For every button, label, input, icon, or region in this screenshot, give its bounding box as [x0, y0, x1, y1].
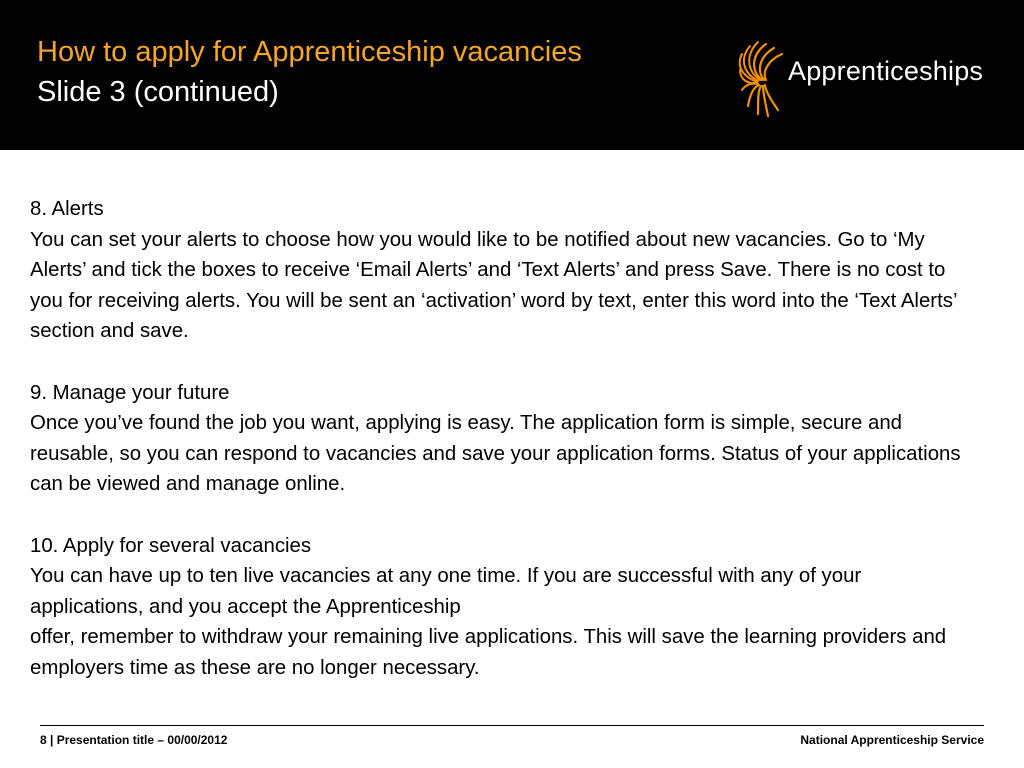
section-heading: 9. Manage your future: [30, 381, 230, 404]
section-heading: 8. Alerts: [30, 198, 104, 220]
section-heading: 10. Apply for several vacancies: [30, 534, 312, 557]
logo-text: Apprenticeships: [788, 56, 984, 86]
section-text: Once you’ve found the job you want, applying is easy. The application form is simple, secure and reusable, so you can respond to vacancies and save your application forms. Status of your applications can be viewed and manage online.: [30, 412, 961, 496]
slide-subtitle: Slide 3 (continued): [37, 76, 279, 108]
section-alerts: [30, 194, 980, 347]
section-text: You can set your alerts to choose how you would like to be notified about new vacancies. Go to ‘My Alerts’ and tick the boxes to receive ‘Email Alerts’ and ‘Text Alerts’ and press Save. There is no cost to you for receiving alerts. You will be sent an ‘activation’ word by text, enter this word into the ‘Text Alerts’ section and save.: [30, 228, 957, 343]
slide-title: How to apply for Apprenticeship vacancies: [37, 36, 582, 68]
section-text: offer, remember to withdraw your remaining live applications. This will save the learning providers and employers time as these are no longer necessary.: [30, 626, 947, 679]
section-apply-for-several: [30, 531, 980, 684]
footer-divider: [40, 725, 984, 726]
footer-organisation: National Apprenticeship Service: [800, 733, 984, 747]
section-text: You can have up to ten live vacancies at any one time. If you are successful with any of your applications, and you accept the Apprenticeship: [30, 565, 862, 618]
sunburst-swirl-icon: [738, 40, 788, 120]
apprenticeships-logo: [738, 40, 998, 120]
slide-body: [30, 194, 980, 714]
slide-header: [0, 0, 1024, 150]
section-manage-your-future: [30, 378, 980, 500]
footer-slide-info: 8 | Presentation title – 00/00/2012: [40, 733, 228, 747]
